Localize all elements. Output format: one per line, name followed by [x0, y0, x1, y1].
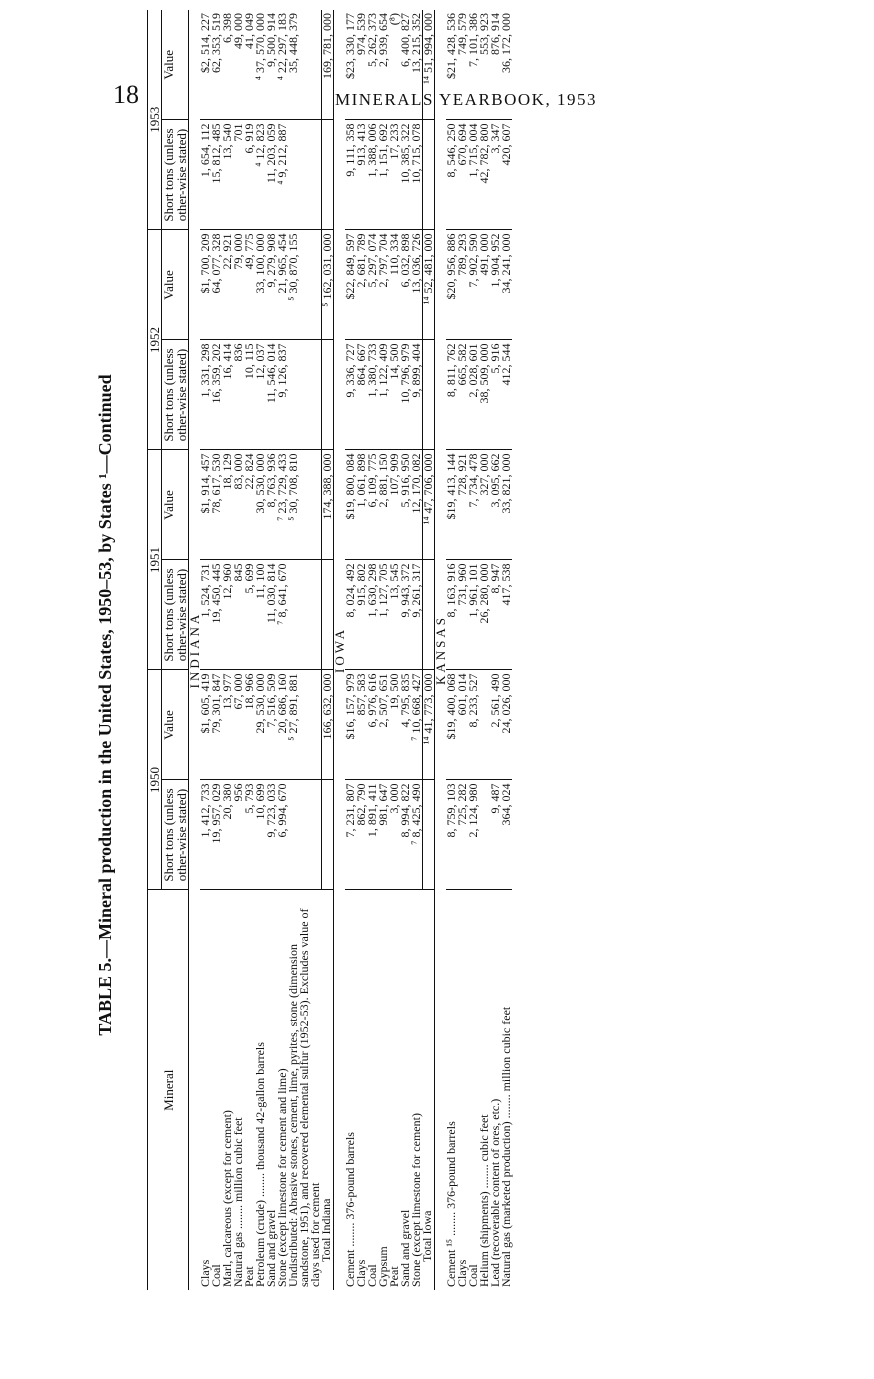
table-row — [457, 10, 468, 1290]
value-cell: ⁵ 30, 708, 810 — [288, 450, 321, 560]
table-row — [211, 10, 222, 1290]
value-cell: 18, 966 — [244, 670, 255, 780]
quantity-cell: 19, 450, 445 — [211, 560, 222, 670]
year-header: 1951 — [148, 450, 162, 670]
table-row — [468, 10, 479, 1290]
table-row — [411, 10, 423, 1290]
mineral-label: Lead (recoverable content of ores, etc.) — [487, 1098, 502, 1287]
value-cell: 24, 026, 000 — [501, 670, 512, 780]
quantity-cell: 10, 796, 979 — [400, 340, 411, 450]
value-cell: $22, 849, 597 — [345, 230, 356, 340]
mineral-label: Coal — [209, 1264, 223, 1287]
value-cell: 3, 095, 662 — [490, 450, 501, 560]
quantity-cell: 1, 524, 731 — [200, 560, 211, 670]
value-cell: ⁴ 22, 297, 183 — [277, 10, 288, 120]
mineral-label: Cement ¹⁵ ........ 376-pound barrels — [443, 1121, 458, 1287]
quantity-cell: 19, 957, 029 — [211, 780, 222, 890]
value-cell: 789, 293 — [457, 230, 468, 340]
quantity-cell: 1, 151, 692 — [378, 120, 389, 230]
value-cell: 79, 301, 847 — [211, 670, 222, 780]
value-cell: 12, 170, 082 — [411, 450, 423, 560]
value-column-header: Value — [162, 670, 189, 780]
total-value-cell: ¹⁴ 52, 481, 000 — [422, 230, 434, 340]
mineral-label: Clays — [454, 1259, 469, 1287]
value-cell: 67, 000 — [233, 670, 244, 780]
table-row — [255, 10, 266, 1290]
table-caption: TABLE 5.—Mineral production in the United States, 1950–53, by States ¹—Continued — [95, 374, 115, 1036]
value-cell: 20, 686, 160 — [277, 670, 288, 780]
value-cell: 7, 734, 478 — [468, 450, 479, 560]
value-cell: 110, 334 — [389, 230, 400, 340]
quantity-cell: 8, 759, 103 — [446, 780, 457, 890]
quantity-cell: 9, 723, 033 — [266, 780, 277, 890]
quantity-cell — [288, 120, 321, 230]
total-label: Total Iowa — [420, 1210, 434, 1262]
quantity-cell: 862, 790 — [356, 780, 367, 890]
quantity-cell: 836 — [233, 340, 244, 450]
quantity-cell: 3, 000 — [389, 780, 400, 890]
mineral-production-table — [147, 10, 512, 1290]
quantity-cell: 5, 699 — [244, 560, 255, 670]
value-cell: $19, 400, 068 — [446, 670, 457, 780]
value-cell: 5, 262, 373 — [367, 10, 378, 120]
quantity-cell: 9, 126, 837 — [277, 340, 288, 450]
quantity-cell: 10, 115 — [244, 340, 255, 450]
value-cell: 21, 965, 454 — [277, 230, 288, 340]
total-value-cell: ¹⁴ 41, 773, 000 — [422, 670, 434, 780]
quantity-cell: 981, 647 — [378, 780, 389, 890]
table-row — [367, 10, 378, 1290]
quantity-cell: 2, 124, 980 — [468, 780, 479, 890]
quantity-cell: 11, 100 — [255, 560, 266, 670]
value-cell: 36, 172, 000 — [501, 10, 512, 120]
value-cell: 7, 101, 386 — [468, 10, 479, 120]
quantity-cell: 12, 960 — [222, 560, 233, 670]
value-cell: 49, 775 — [244, 230, 255, 340]
value-cell: 83, 000 — [233, 450, 244, 560]
quantity-cell: 5, 916 — [490, 340, 501, 450]
quantity-cell: 845 — [233, 560, 244, 670]
total-quantity-cell — [321, 780, 333, 890]
quantity-cell: 364, 024 — [501, 780, 512, 890]
quantity-cell: 1, 961, 101 — [468, 560, 479, 670]
quantity-cell — [288, 340, 321, 450]
value-cell: $1, 914, 457 — [200, 450, 211, 560]
quantity-cell: 10, 699 — [255, 780, 266, 890]
quantity-cell: ⁴ 9, 212, 887 — [277, 120, 288, 230]
running-title: MINERALS YEARBOOK, 1953 — [335, 90, 597, 109]
value-cell: 2, 939, 654 — [378, 10, 389, 120]
value-cell: $23, 330, 177 — [345, 10, 356, 120]
page-number: 18 — [113, 80, 139, 109]
value-cell: 749, 579 — [457, 10, 468, 120]
quantity-cell: 412, 544 — [501, 340, 512, 450]
quantity-cell: 956 — [233, 780, 244, 890]
quantity-cell: 14, 500 — [389, 340, 400, 450]
mineral-label: Peat — [242, 1266, 256, 1287]
value-cell: $19, 413, 144 — [446, 450, 457, 560]
value-cell: (⁸) — [389, 10, 400, 120]
mineral-label: Clays — [198, 1259, 212, 1287]
mineral-label: Marl, calcareous (except for cement) — [220, 1110, 234, 1287]
mineral-label: Undistributed: Abrasive stones, cement, lime, pyrites, stone (dimension sandstone, 1951), and recovered elemental sulfur (1952-53). Excludes value of clays used for cement — [286, 908, 322, 1287]
year-header: 1952 — [148, 230, 162, 450]
quantity-cell — [288, 560, 321, 670]
value-cell: $1, 605, 419 — [200, 670, 211, 780]
value-cell: 2, 561, 490 — [490, 670, 501, 780]
value-cell: 13, 036, 726 — [411, 230, 423, 340]
state-heading: INDIANA — [189, 10, 201, 1290]
table-row — [501, 10, 512, 1290]
mineral-label: Natural gas ........ million cubic feet — [231, 1117, 245, 1287]
mineral-label: Sand and gravel — [397, 1209, 412, 1287]
value-cell: 29, 530, 000 — [255, 670, 266, 780]
quantity-cell: 12, 037 — [255, 340, 266, 450]
total-label: Total Indiana — [319, 1198, 333, 1262]
quantity-cell: 665, 582 — [457, 340, 468, 450]
quantity-cell: 10, 715, 078 — [411, 120, 423, 230]
value-cell: 327, 000 — [479, 450, 490, 560]
quantity-cell: 1, 630, 298 — [367, 560, 378, 670]
table-row — [288, 10, 321, 1290]
quantity-cell — [288, 780, 321, 890]
quantity-cell: 864, 667 — [356, 340, 367, 450]
value-cell: 491, 000 — [479, 230, 490, 340]
table-row — [222, 10, 233, 1290]
mineral-label: Cement ........ 376-pound barrels — [342, 1132, 357, 1287]
quantity-cell: 8, 994, 822 — [400, 780, 411, 890]
value-cell: 7, 902, 590 — [468, 230, 479, 340]
quantity-cell: 8, 024, 492 — [345, 560, 356, 670]
value-cell: 41, 049 — [244, 10, 255, 120]
quantity-cell: 8, 163, 916 — [446, 560, 457, 670]
value-cell: 49, 000 — [233, 10, 244, 120]
value-cell: 857, 583 — [356, 670, 367, 780]
value-cell: ⁵ 30, 870, 155 — [288, 230, 321, 340]
total-quantity-cell — [321, 120, 333, 230]
quantity-column-header: Short tons (unless other-wise stated) — [162, 120, 189, 230]
quantity-cell: 20, 380 — [222, 780, 233, 890]
quantity-cell: 1, 127, 705 — [378, 560, 389, 670]
year-header: 1950 — [148, 670, 162, 890]
quantity-cell: 417, 538 — [501, 560, 512, 670]
value-cell: 62, 353, 519 — [211, 10, 222, 120]
quantity-cell: 11, 030, 814 — [266, 560, 277, 670]
value-cell: 5, 916, 950 — [400, 450, 411, 560]
value-cell: 5, 297, 074 — [367, 230, 378, 340]
quantity-cell: 6, 919 — [244, 120, 255, 230]
quantity-cell: 2, 028, 601 — [468, 340, 479, 450]
quantity-cell: 9, 261, 317 — [411, 560, 423, 670]
value-cell: $20, 956, 886 — [446, 230, 457, 340]
value-cell: 2, 681, 789 — [356, 230, 367, 340]
value-cell: 2, 881, 150 — [378, 450, 389, 560]
value-cell: $19, 800, 084 — [345, 450, 356, 560]
total-value-cell: 169, 781, 000 — [321, 10, 333, 120]
value-cell: 33, 100, 000 — [255, 230, 266, 340]
table-row — [400, 10, 411, 1290]
year-header: 1953 — [148, 10, 162, 230]
total-value-cell: ¹⁴ 51, 994, 000 — [422, 10, 434, 120]
table-row — [479, 10, 490, 1290]
quantity-cell: 670, 694 — [457, 120, 468, 230]
quantity-cell: 8, 947 — [490, 560, 501, 670]
value-cell: 78, 617, 530 — [211, 450, 222, 560]
quantity-cell: 1, 654, 112 — [200, 120, 211, 230]
value-cell: 22, 921 — [222, 230, 233, 340]
state-heading: KANSAS — [434, 10, 446, 1290]
value-cell: 6, 398 — [222, 10, 233, 120]
mineral-label: Helium (shipments) ........ cubic feet — [476, 1114, 491, 1287]
quantity-cell: 9, 943, 372 — [400, 560, 411, 670]
quantity-cell: 10, 385, 322 — [400, 120, 411, 230]
value-cell: 974, 539 — [356, 10, 367, 120]
quantity-cell: 16, 359, 202 — [211, 340, 222, 450]
value-cell: $1, 700, 209 — [200, 230, 211, 340]
quantity-cell: 15, 812, 485 — [211, 120, 222, 230]
mineral-label: Natural gas (marketed production) ........ million cubic feet — [498, 1006, 513, 1287]
total-quantity-cell — [321, 340, 333, 450]
mineral-label: Peat — [386, 1266, 401, 1287]
total-quantity-cell — [422, 780, 434, 890]
value-cell: 6, 109, 775 — [367, 450, 378, 560]
value-cell: 34, 241, 000 — [501, 230, 512, 340]
quantity-cell: 16, 414 — [222, 340, 233, 450]
quantity-cell: 1, 380, 733 — [367, 340, 378, 450]
quantity-cell: 1, 122, 409 — [378, 340, 389, 450]
total-quantity-cell — [422, 340, 434, 450]
quantity-cell: 725, 282 — [457, 780, 468, 890]
value-cell: 33, 821, 000 — [501, 450, 512, 560]
value-cell: ⁷ 10, 668, 427 — [411, 670, 423, 780]
table-row — [389, 10, 400, 1290]
quantity-cell: 7, 231, 807 — [345, 780, 356, 890]
value-cell: 9, 279, 908 — [266, 230, 277, 340]
value-column-header: Value — [162, 230, 189, 340]
quantity-column-header: Short tons (unless other-wise stated) — [162, 340, 189, 450]
value-cell: $21, 428, 536 — [446, 10, 457, 120]
value-cell: 2, 507, 651 — [378, 670, 389, 780]
quantity-cell: 13, 540 — [222, 120, 233, 230]
quantity-cell: 701 — [233, 120, 244, 230]
state-heading: IOWA — [333, 10, 345, 1290]
value-cell: 6, 400, 827 — [400, 10, 411, 120]
value-cell: 601, 014 — [457, 670, 468, 780]
quantity-cell: 13, 545 — [389, 560, 400, 670]
value-cell: 64, 077, 328 — [211, 230, 222, 340]
quantity-cell: ⁷ 8, 425, 490 — [411, 780, 423, 890]
value-cell: 79, 000 — [233, 230, 244, 340]
mineral-label: Coal — [364, 1264, 379, 1287]
value-cell: 19, 500 — [389, 670, 400, 780]
mineral-label: Stone (except limestone for cement and lime) — [275, 1068, 289, 1287]
quantity-cell: 17, 233 — [389, 120, 400, 230]
quantity-cell: 9, 487 — [490, 780, 501, 890]
quantity-cell: 913, 413 — [356, 120, 367, 230]
value-cell: 22, 824 — [244, 450, 255, 560]
value-cell: 876, 914 — [490, 10, 501, 120]
total-value-cell: 166, 632, 000 — [321, 670, 333, 780]
quantity-cell: 9, 336, 727 — [345, 340, 356, 450]
mineral-label: Gypsum — [375, 1246, 390, 1287]
value-cell: 8, 763, 936 — [266, 450, 277, 560]
value-cell: ⁴ 37, 570, 000 — [255, 10, 266, 120]
quantity-cell: 9, 111, 358 — [345, 120, 356, 230]
quantity-cell: ⁷ 8, 641, 670 — [277, 560, 288, 670]
mineral-label: Clays — [353, 1259, 368, 1287]
quantity-cell: 8, 811, 762 — [446, 340, 457, 450]
quantity-cell: 9, 899, 404 — [411, 340, 423, 450]
quantity-cell: 38, 509, 000 — [479, 340, 490, 450]
value-cell: 6, 032, 898 — [400, 230, 411, 340]
value-cell: 4, 795, 835 — [400, 670, 411, 780]
quantity-cell: 1, 891, 411 — [367, 780, 378, 890]
value-cell: 107, 909 — [389, 450, 400, 560]
value-cell: 13, 977 — [222, 670, 233, 780]
quantity-column-header: Short tons (unless other-wise stated) — [162, 780, 189, 890]
total-quantity-cell — [422, 120, 434, 230]
value-cell: 18, 129 — [222, 450, 233, 560]
mineral-label: Coal — [465, 1264, 480, 1287]
quantity-cell: 915, 802 — [356, 560, 367, 670]
quantity-cell: 8, 546, 250 — [446, 120, 457, 230]
value-cell: 13, 215, 352 — [411, 10, 423, 120]
value-cell: 553, 923 — [479, 10, 490, 120]
quantity-cell: 11, 203, 059 — [266, 120, 277, 230]
mineral-label: Petroleum (crude) ........ thousand 42-gallon barrels — [253, 1042, 267, 1287]
value-cell: 6, 976, 616 — [367, 670, 378, 780]
value-cell: $2, 514, 227 — [200, 10, 211, 120]
value-cell: ⁷ 23, 729, 433 — [277, 450, 288, 560]
quantity-column-header: Short tons (unless other-wise stated) — [162, 560, 189, 670]
quantity-cell: 42, 782, 800 — [479, 120, 490, 230]
quantity-cell: 1, 412, 733 — [200, 780, 211, 890]
quantity-cell: 3, 347 — [490, 120, 501, 230]
value-cell: 728, 921 — [457, 450, 468, 560]
quantity-cell: 26, 280, 000 — [479, 560, 490, 670]
quantity-cell: 1, 715, 004 — [468, 120, 479, 230]
total-value-cell: ⁵ 162, 031, 000 — [321, 230, 333, 340]
value-cell: 9, 500, 914 — [266, 10, 277, 120]
mineral-label: Stone (except limestone for cement) — [408, 1113, 423, 1287]
value-cell: 35, 448, 379 — [288, 10, 321, 120]
quantity-cell: 1, 331, 298 — [200, 340, 211, 450]
value-cell: 30, 530, 000 — [255, 450, 266, 560]
table-row — [233, 10, 244, 1290]
quantity-cell: ⁴ 12, 823 — [255, 120, 266, 230]
quantity-cell: 11, 546, 014 — [266, 340, 277, 450]
value-cell: 1, 061, 898 — [356, 450, 367, 560]
value-cell: 2, 797, 704 — [378, 230, 389, 340]
value-cell: 8, 233, 527 — [468, 670, 479, 780]
value-cell: ⁵ 27, 891, 881 — [288, 670, 321, 780]
value-column-header: Value — [162, 10, 189, 120]
table-row — [378, 10, 389, 1290]
value-cell: $16, 157, 979 — [345, 670, 356, 780]
quantity-cell: 5, 793 — [244, 780, 255, 890]
mineral-column-header: Mineral — [148, 890, 189, 1290]
quantity-cell: 6, 994, 670 — [277, 780, 288, 890]
total-value-cell: ¹⁴ 47, 706, 000 — [422, 450, 434, 560]
total-value-cell: 174, 388, 000 — [321, 450, 333, 560]
mineral-label: Sand and gravel — [264, 1209, 278, 1287]
value-column-header: Value — [162, 450, 189, 560]
quantity-cell: 731, 960 — [457, 560, 468, 670]
value-cell: 1, 904, 952 — [490, 230, 501, 340]
quantity-cell: 420, 607 — [501, 120, 512, 230]
quantity-cell: 1, 388, 006 — [367, 120, 378, 230]
value-cell: 7, 516, 509 — [266, 670, 277, 780]
table-row — [356, 10, 367, 1290]
